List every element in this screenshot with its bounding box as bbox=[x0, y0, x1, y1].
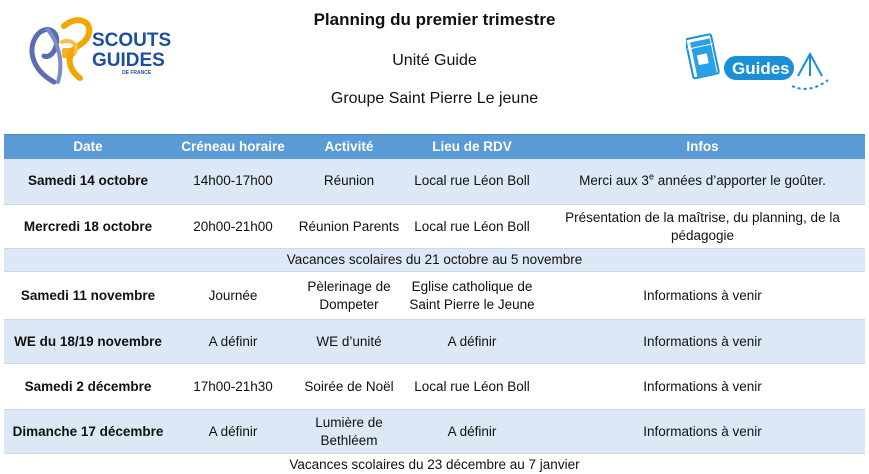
row-place: A définir bbox=[404, 320, 540, 364]
column-header-info: Infos bbox=[540, 135, 865, 159]
row-activity: WE d’unité bbox=[294, 320, 404, 364]
guides-logo bbox=[686, 28, 836, 90]
vacation-row bbox=[4, 454, 865, 474]
svg-text:Guides: Guides bbox=[732, 59, 790, 78]
row-place: A définir bbox=[404, 410, 540, 454]
row-activity: Réunion Parents bbox=[294, 205, 404, 249]
row-info: Merci aux 3e années d’apporter le goûter. bbox=[540, 159, 865, 205]
row-activity: Pèlerinage de Dompeter bbox=[294, 272, 404, 320]
row-time: Journée bbox=[172, 272, 294, 320]
page-title: Planning du premier trimestre bbox=[313, 10, 556, 29]
row-time: 20h00-21h00 bbox=[172, 205, 294, 249]
row-date: Samedi 2 décembre bbox=[4, 364, 172, 410]
row-time: 17h00-21h30 bbox=[172, 364, 294, 410]
row-place: Local rue Léon Boll bbox=[404, 159, 540, 205]
row-info: Informations à venir bbox=[540, 320, 865, 364]
column-header-place: Lieu de RDV bbox=[404, 135, 540, 159]
column-header-date: Date bbox=[4, 135, 172, 159]
vacation-text: Vacances scolaires du 23 décembre au 7 janvier bbox=[4, 454, 865, 474]
row-place: Eglise catholique de Saint Pierre le Jeune bbox=[404, 272, 540, 320]
row-activity: Soirée de Noël bbox=[294, 364, 404, 410]
guides-notebook-tent-icon bbox=[686, 28, 836, 90]
svg-text:DE FRANCE: DE FRANCE bbox=[122, 70, 152, 76]
row-date: Mercredi 18 octobre bbox=[4, 205, 172, 249]
column-header-time-slot: Créneau horaire bbox=[172, 135, 294, 159]
row-place: Local rue Léon Boll bbox=[404, 205, 540, 249]
row-date: Dimanche 17 décembre bbox=[4, 410, 172, 454]
row-info: Présentation de la maîtrise, du planning, de la pédagogie bbox=[540, 205, 865, 249]
table-row bbox=[4, 272, 865, 320]
svg-text:SCOUTS: SCOUTS bbox=[92, 30, 172, 51]
row-info: Informations à venir bbox=[540, 364, 865, 410]
row-date: Samedi 11 novembre bbox=[4, 272, 172, 320]
row-time: A définir bbox=[172, 320, 294, 364]
row-activity: Lumière de Bethléem bbox=[294, 410, 404, 454]
vacation-text: Vacances scolaires du 21 octobre au 5 novembre bbox=[4, 249, 865, 272]
row-date: WE du 18/19 novembre bbox=[4, 320, 172, 364]
table-row bbox=[4, 320, 865, 364]
vacation-row bbox=[4, 249, 865, 272]
column-header-activity: Activité bbox=[294, 135, 404, 159]
unit-subtitle: Unité Guide bbox=[392, 52, 477, 69]
table-row bbox=[4, 205, 865, 249]
group-subtitle: Groupe Saint Pierre Le jeune bbox=[330, 90, 539, 107]
planning-table bbox=[4, 134, 865, 474]
row-time: A définir bbox=[172, 410, 294, 454]
table-row bbox=[4, 410, 865, 454]
row-info: Informations à venir bbox=[540, 272, 865, 320]
table-row bbox=[4, 364, 865, 410]
table-row bbox=[4, 159, 865, 205]
row-info: Informations à venir bbox=[540, 410, 865, 454]
row-activity: Réunion bbox=[294, 159, 404, 205]
svg-text:GUIDES: GUIDES bbox=[92, 50, 165, 71]
row-place: Local rue Léon Boll bbox=[404, 364, 540, 410]
table-header-row bbox=[4, 135, 865, 159]
row-date: Samedi 14 octobre bbox=[4, 159, 172, 205]
row-time: 14h00-17h00 bbox=[172, 159, 294, 205]
